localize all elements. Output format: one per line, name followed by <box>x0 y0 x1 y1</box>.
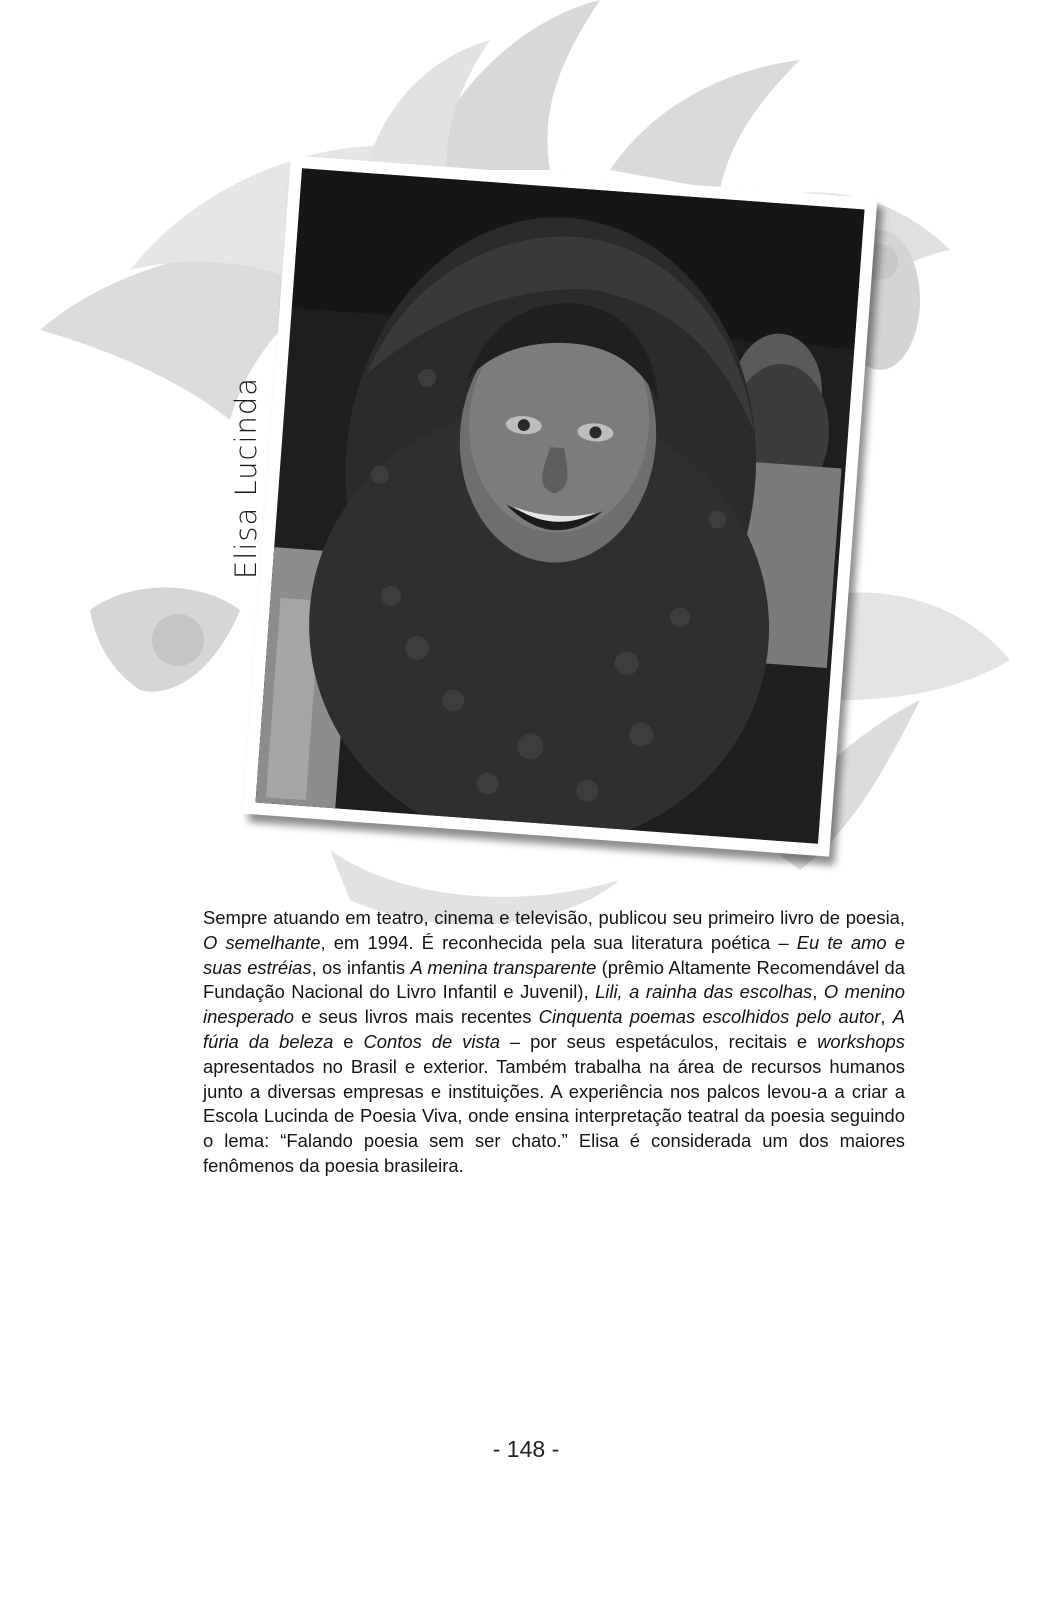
bio-text-run: (prêmio Altamente Recomendável da Fundação Nacional do Livro Infantil e Juvenil), <box>203 956 905 1003</box>
bio-paragraph <box>203 906 905 1179</box>
portrait-photo-frame <box>243 155 878 856</box>
bio-title-italic: workshops <box>817 1030 905 1052</box>
bio-text-run: e <box>333 1030 364 1052</box>
bio-title-italic: Contos de vista <box>363 1030 500 1052</box>
bio-text-run: e seus livros mais recentes <box>294 1006 539 1028</box>
bio-text-run: apresentados no Brasil e exterior. Também trabalha na área de recursos humanos junto a diversas empresas e instituições. A experiência nos palcos levou-a a criar a Escola Lucinda de Poesia Viva, onde ensina interpretação teatral da poesia seguindo o lema: “Falando poesia sem ser chato.” Elisa é considerada um dos maiores fenômenos da poesia brasileira. <box>203 1055 905 1176</box>
bio-title-italic: A fúria da beleza <box>203 1006 905 1052</box>
portrait-photo <box>255 168 864 844</box>
bio-text-run: , <box>812 981 824 1003</box>
bio-title-italic: O semelhante <box>203 931 321 953</box>
bio-text-run: , em 1994. É reconhecida pela sua literatura poética – <box>320 931 797 953</box>
page-number: - 148 - <box>492 1436 560 1462</box>
bio-title-italic: Lili, a rainha das escolhas <box>595 981 813 1003</box>
bio-title-italic: Eu te amo e suas estréias <box>203 931 905 978</box>
bio-text-run: – por seus espetáculos, recitais e <box>499 1030 818 1052</box>
bio-title-italic: A menina transparente <box>410 956 597 978</box>
author-name: Elisa Lucinda <box>229 376 263 580</box>
bio-text-run: Sempre atuando em teatro, cinema e televisão, publicou seu primeiro livro de poesia, <box>203 907 905 928</box>
bio-text-run: , <box>880 1006 893 1028</box>
bio-title-italic: O menino inesperado <box>203 981 905 1028</box>
bio-title-italic: Cinquenta poemas escolhidos pelo autor <box>538 1006 881 1028</box>
bio-text-run: , os infantis <box>311 956 411 978</box>
